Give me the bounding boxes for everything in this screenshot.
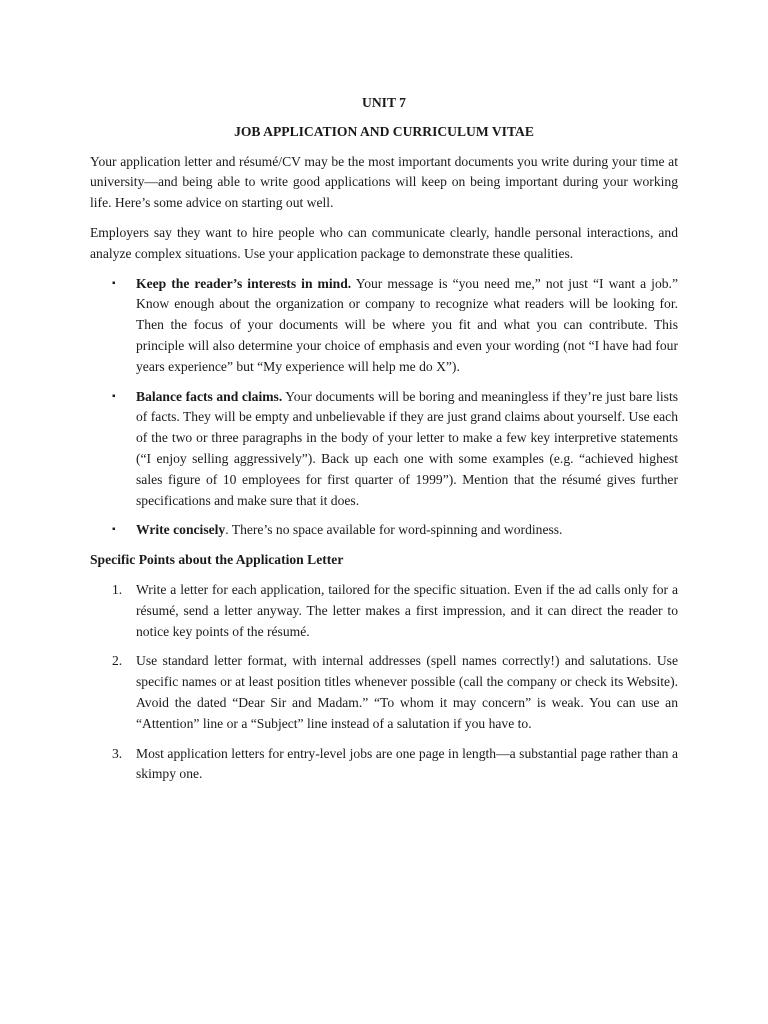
bullet-lead: Balance facts and claims. xyxy=(136,388,283,404)
intro-paragraph: Your application letter and résumé/CV may be the most important documents you write during your time at university—and being able to write good applications will keep on being important during your working life. Here’s some advice on starting out well. xyxy=(90,153,678,211)
employers-paragraph: Employers say they want to hire people who can communicate clearly, handle personal interactions, and analyze complex situations. Use your application package to demonstrate these qualities. xyxy=(90,224,678,261)
bullet-text: Your documents will be boring and meaningless if they’re just bare lists of facts. They will be empty and unbelievable if they are just grand claims about yourself. Use each of the two or three paragraphs in the body of your letter to make a few key interpretive statements (“I enjoy selling aggressively”). Back up each one with some examples (e.g. “achieved highest sales figure of 10 employees for first quarter of 1999”). Mention that the résumé gives further specifications and make sure that it does. xyxy=(136,388,679,508)
bullet-lead: Keep the reader’s interests in mind. xyxy=(136,275,352,291)
square-bullet-icon: ▪ xyxy=(112,524,116,536)
item-text: Write a letter for each application, tailored for the specific situation. Even if the ad calls only for a résumé, send a letter anyway. The letter makes a first impression, and it can direct the reader to notice key points of the résumé. xyxy=(136,581,678,639)
item-number: 1. xyxy=(112,581,123,597)
bullet-item-readers-interests xyxy=(90,274,678,378)
square-bullet-icon: ▪ xyxy=(112,390,116,402)
bullet-lead: Write concisely xyxy=(136,522,226,538)
unit-heading: UNIT 7 xyxy=(362,95,406,110)
numbered-item-3 xyxy=(90,744,678,786)
item-number: 3. xyxy=(112,745,123,761)
page-title: JOB APPLICATION AND CURRICULUM VITAE xyxy=(234,123,534,139)
numbered-item-1 xyxy=(90,580,678,642)
document-page xyxy=(90,93,678,794)
bullet-item-facts-claims xyxy=(90,387,678,512)
square-bullet-icon: ▪ xyxy=(112,277,116,289)
application-letter-points-list xyxy=(90,580,678,785)
bullet-text: . There’s no space available for word-spinning and wordiness. xyxy=(225,522,563,538)
item-text: Use standard letter format, with internal addresses (spell names correctly!) and salutations. Use specific names or at least position titles whenever possible (call the company or check its Website). Avoid the dated “Dear Sir and Madam.” “To whom it may concern” is weak. You can use an “Attention” line or a “Subject” line instead of a salutation if you have to. xyxy=(136,653,678,731)
bullet-item-write-concisely xyxy=(90,520,678,541)
section-subheading: Specific Points about the Application Letter xyxy=(90,552,344,568)
item-text: Most application letters for entry-level jobs are one page in length—a substantial page rather than a skimpy one. xyxy=(136,745,678,782)
advice-bullet-list xyxy=(90,274,678,542)
item-number: 2. xyxy=(112,653,123,669)
numbered-item-2 xyxy=(90,651,678,734)
bullet-text: Your message is “you need me,” not just “I want a job.” Know enough about the organization or company to recognize what readers will be looking for. Then the focus of your documents will be where you fit and what you can contribute. This principle will also determine your choice of emphasis and even your wording (not “I have had four years experience” but “My experience will help me do X”). xyxy=(136,275,678,374)
